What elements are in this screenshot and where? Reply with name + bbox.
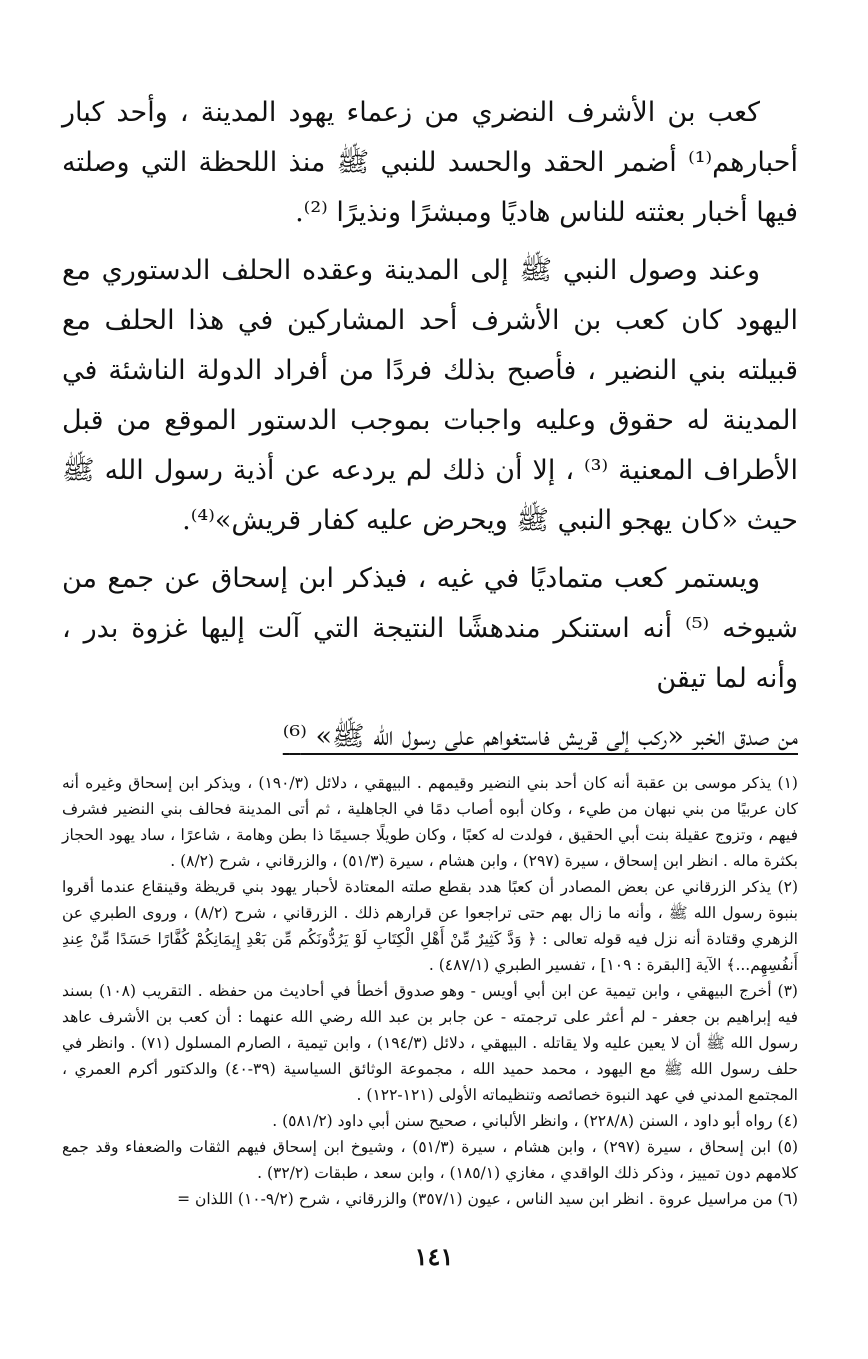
paragraph-3: ويستمر كعب متماديًا في غيه ، فيذكر ابن إسحاق عن جمع من شيوخه ⁽⁵⁾ أنه استنكر مندهشًا النتيجة التي آلت إليها غزوة بدر ، وأنه لما تيقن — [62, 563, 798, 694]
footnote-1: (١) يذكر موسى بن عقبة أنه كان أحد بني النضير وقيمهم . البيهقي ، دلائل (١٩٠/٣) ، ويذكر ابن إسحاق وغيره أنه كان عربيًا من بني نبهان من طيء ، وكان أبوه أصاب دمًا في الجاهلية ، ثم أتى المدينة فحالف بني النضير فشرف فيهم ، وتزوج عقيلة بنت أبي الحقيق ، فولدت له كعبًا ، وكان طويلًا جسيمًا ذا بطن وهامة ، شاعرًا ، ساد يهود الحجاز بكثرة ماله . انظر ابن إسحاق ، سيرة (٢٩٧) ، وابن هشام ، سيرة (٥١/٣) ، والزرقاني ، شرح (٨/٢) . — [62, 774, 798, 870]
footnote-6: (٦) من مراسيل عروة . انظر ابن سيد الناس ، عيون (٣٥٧/١) والزرقاني ، شرح (٩/٢-١٠) اللذان = — [177, 1190, 798, 1208]
paragraph-1: كعب بن الأشرف النضري من زعماء يهود المدينة ، وأحد كبار أحبارهم⁽¹⁾ أضمر الحقد والحسد للنبي ﷺ منذ اللحظة التي وصلته فيها أخبار بعثته للناس هاديًا ومبشرًا ونذيرًا ⁽²⁾. — [62, 97, 798, 228]
footnote-2: (٢) يذكر الزرقاني عن بعض المصادر أن كعبًا هدد بقطع صلته المعتادة لأحبار يهود بني قريظة وقينقاع عندما أقروا بنبوة رسول الله ﷺ ، وأنه ما زال بهم حتى تراجعوا عن قرارهم ذلك . الزرقاني ، شرح (٨/٢) ، وروى الطبري عن الزهري وقتادة أنه نزل فيه قوله تعالى : ﴿ وَدَّ كَثِيرٌ مِّنْ أَهْلِ الْكِتَابِ لَوْ يَرُدُّونَكُم مِّن بَعْدِ إِيمَانِكُمْ كُفَّارًا حَسَدًا مِّنْ عِندِ أَنفُسِهِم...﴾ الآية [البقرة : ١٠٩] ، تفسير الطبري (٤٨٧/١) . — [62, 878, 798, 974]
footnotes — [62, 770, 798, 1212]
main-text — [62, 88, 798, 762]
paragraph-2: وعند وصول النبي ﷺ إلى المدينة وعقده الحلف الدستوري مع اليهود كان كعب بن الأشرف أحد المشاركين في هذا الحلف مع قبيلته بني النضير ، فأصبح بذلك فردًا من أفراد الدولة الناشئة في المدينة له حقوق وعليه واجبات بموجب الدستور الموقع من قبل الأطراف المعنية ⁽³⁾ ، إلا أن ذلك لم يردعه عن أذية رسول الله ﷺ حيث «كان يهجو النبي ﷺ ويحرض عليه كفار قريش»⁽⁴⁾. — [62, 255, 799, 536]
footnote-3: (٣) أخرج البيهقي ، وابن تيمية عن ابن أبي أويس - وهو صدوق أخطأ في أحاديث من حفظه . التقريب (١٠٨) بسند فيه إبراهيم بن جعفر - لم أعثر على ترجمته - عن جابر بن عبد الله رضي الله عنهما : أن كعب بن الأشرف عاهد رسول الله ﷺ أن لا يعين عليه ولا يقاتله . البيهقي ، دلائل (١٩٤/٣) ، وابن تيمية ، الصارم المسلول (٧١) . وانظر في حلف رسول الله ﷺ مع اليهود ، محمد حميد الله ، مجموعة الوثائق السياسية (٣٩-٤٠) والدكتور أكرم العمري ، المجتمع المدني في عهد النبوة خصائصه وتنظيماته الأولى (١٢١-١٢٢) . — [62, 982, 798, 1104]
footnote-5: (٥) ابن إسحاق ، سيرة (٢٩٧) ، وابن هشام ، سيرة (٥١/٣) ، وشيوخ ابن إسحاق فيهم الثقات والضعفاء وقد جمع كلامهم دون تمييز ، وذكر ذلك الواقدي ، مغازي (١٨٥/١) ، وابن سعد ، طبقات (٣٢/٢) . — [62, 1138, 798, 1182]
underlined-final-line: من صدق الخبر «ركب إلى قريش فاستغواهم على رسول الله ﷺ» ⁽⁶⁾ — [282, 721, 798, 752]
page-number: ١٤١ — [414, 1242, 454, 1271]
paragraph-3-final-line — [62, 712, 798, 762]
footnote-4: (٤) رواه أبو داود ، السنن (٢٢٨/٨) ، وانظر الألباني ، صحيح سنن أبي داود (٥٨١/٢) . — [272, 1112, 798, 1130]
